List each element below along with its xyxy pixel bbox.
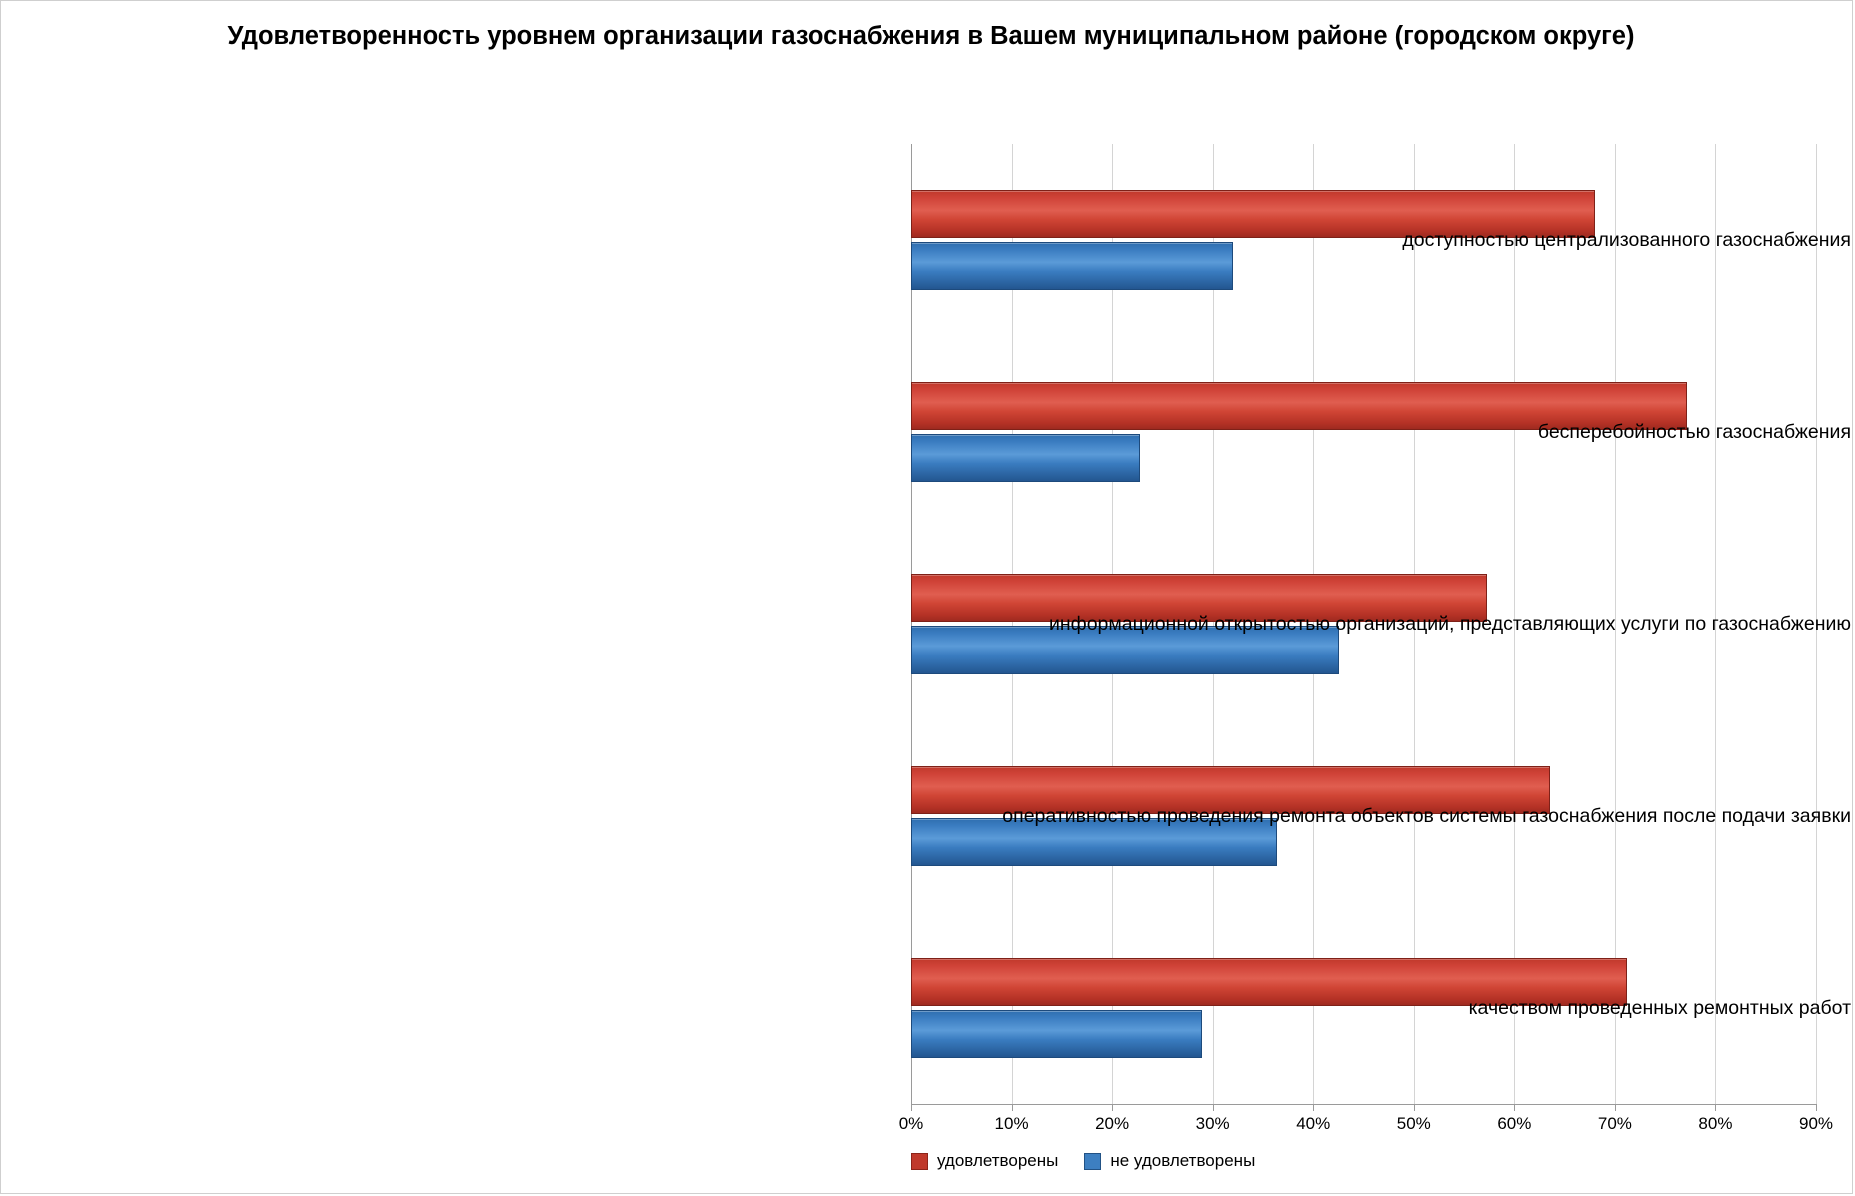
category-label: доступностью централизованного газоснабжения	[1402, 228, 1851, 251]
x-axis-tick	[1816, 1104, 1817, 1111]
x-axis-tick	[911, 1104, 912, 1111]
x-axis-tick-label: 80%	[1698, 1114, 1733, 1133]
x-axis-tick-label: 0%	[898, 1114, 924, 1133]
x-axis-tick-label: 90%	[1798, 1114, 1834, 1133]
category-label: качеством проведенных ремонтных работ	[1468, 996, 1851, 1019]
x-axis-tick-label: 60%	[1497, 1114, 1532, 1133]
x-axis-tick	[1313, 1104, 1314, 1111]
x-axis-tick-label: 10%	[994, 1114, 1029, 1133]
legend-item-unsatisfied	[1084, 1151, 1255, 1171]
x-axis-tick-label: 30%	[1195, 1114, 1230, 1133]
x-axis-tick	[1514, 1104, 1515, 1111]
x-axis-tick	[1414, 1104, 1415, 1111]
category-label: информационной открытостью организаций, представляющих услуги по газоснабжению	[1049, 612, 1851, 635]
x-axis-tick	[1615, 1104, 1616, 1111]
chart-title: Удовлетворенность уровнем организации газоснабжения в Вашем муниципальном районе (городском округе)	[227, 22, 1635, 50]
legend-label-unsatisfied: не удовлетворены	[1110, 1151, 1256, 1170]
category-label: бесперебойностью газоснабжения	[1537, 420, 1851, 443]
legend-item-satisfied	[911, 1151, 1058, 1171]
category-label: оперативностью проведения ремонта объектов системы газоснабжения после подачи заявки	[1002, 804, 1851, 827]
legend-swatch-icon	[1084, 1153, 1101, 1170]
x-axis-tick	[1715, 1104, 1716, 1111]
x-axis-tick	[1112, 1104, 1113, 1111]
chart-legend	[911, 1151, 1255, 1171]
legend-label-satisfied: удовлетворены	[937, 1151, 1059, 1170]
x-axis-tick-label: 20%	[1095, 1114, 1130, 1133]
x-axis-tick-label: 40%	[1296, 1114, 1331, 1133]
x-axis-tick-label: 70%	[1597, 1114, 1632, 1133]
x-axis-line	[911, 1104, 1817, 1105]
legend-swatch-icon	[911, 1153, 928, 1170]
x-axis-tick	[1012, 1104, 1013, 1111]
x-axis-tick	[1213, 1104, 1214, 1111]
x-axis-tick-label: 50%	[1396, 1114, 1431, 1133]
